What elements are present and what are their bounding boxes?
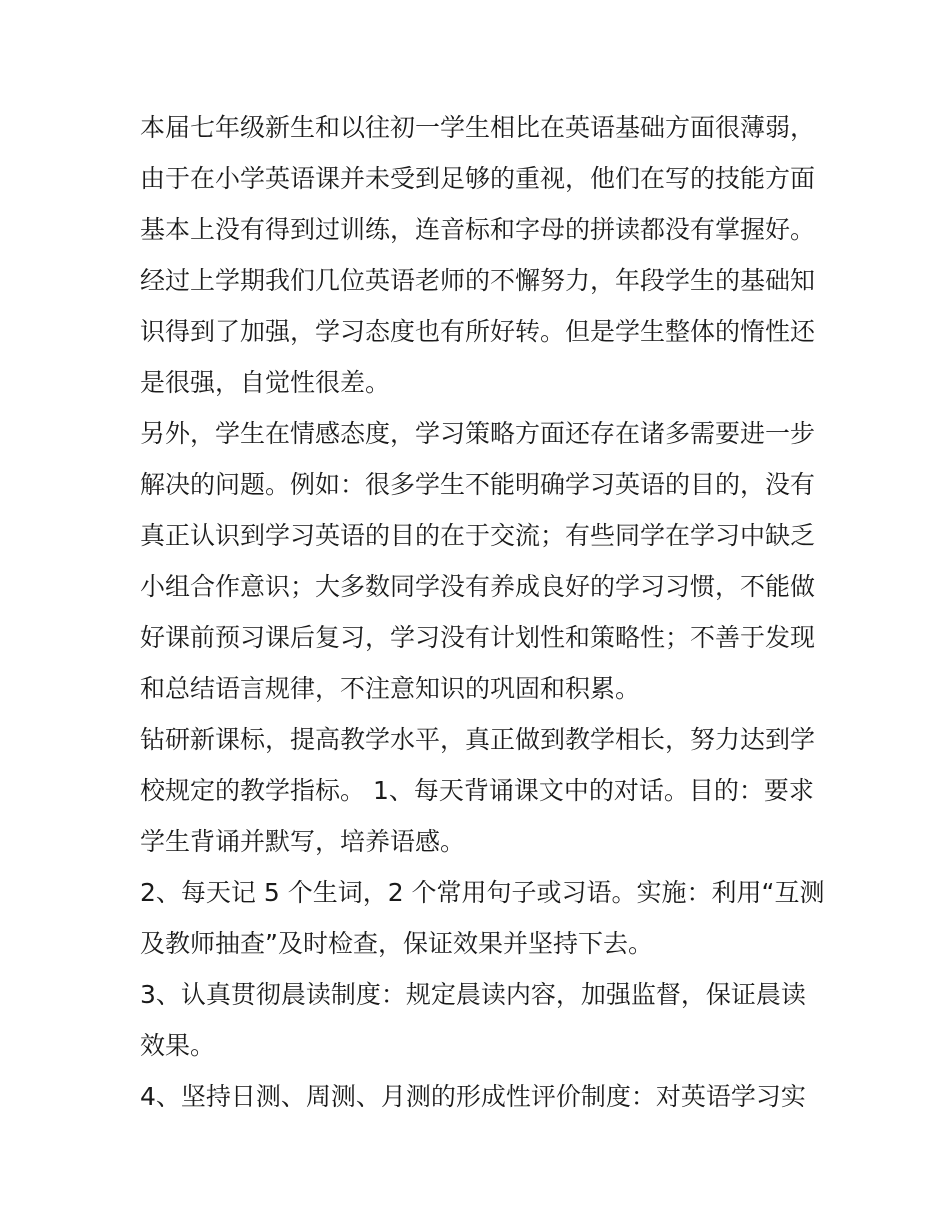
text-line: 是很强，自觉性很差。 <box>140 368 391 397</box>
text-line: 识得到了加强，学习态度也有所好转。但是学生整体的惰性还 <box>140 317 816 346</box>
text-line: 钻研新课标，提高教学水平，真正做到教学相长，努力达到学 <box>140 725 816 754</box>
text-line: 基本上没有得到过训练，连音标和字母的拼读都没有掌握好。 <box>140 215 816 244</box>
text-line: 好课前预习课后复习，学习没有计划性和策略性；不善于发现 <box>140 623 816 652</box>
text-line: 经过上学期我们几位英语老师的不懈努力，年段学生的基础知 <box>140 266 816 295</box>
text-line: 小组合作意识；大多数同学没有养成良好的学习习惯，不能做 <box>140 572 816 601</box>
text-line: 和总结语言规律，不注意知识的巩固和积累。 <box>140 674 641 703</box>
text-line: 及教师抽查”及时检查，保证效果并坚持下去。 <box>140 929 653 958</box>
text-line: 解决的问题。例如：很多学生不能明确学习英语的目的，没有 <box>140 470 816 499</box>
text-line: 另外，学生在情感态度，学习策略方面还存在诸多需要进一步 <box>140 419 816 448</box>
text-line: 学生背诵并默写，培养语感。 <box>140 827 466 856</box>
text-line: 校规定的教学指标。 1、每天背诵课文中的对话。目的：要求 <box>140 776 814 805</box>
text-line: 效果。 <box>140 1031 216 1060</box>
text-line: 由于在小学英语课并未受到足够的重视，他们在写的技能方面 <box>140 164 816 193</box>
text-line: 真正认识到学习英语的目的在于交流；有些同学在学习中缺乏 <box>140 521 816 550</box>
text-line: 2、每天记 5 个生词，2 个常用句子或习语。实施：利用“互测 <box>140 878 825 907</box>
text-line: 本届七年级新生和以往初一学生相比在英语基础方面很薄弱， <box>140 113 816 142</box>
text-line: 4、坚持日测、周测、月测的形成性评价制度：对英语学习实 <box>140 1082 806 1111</box>
text-line: 3、认真贯彻晨读制度：规定晨读内容，加强监督，保证晨读 <box>140 980 806 1009</box>
